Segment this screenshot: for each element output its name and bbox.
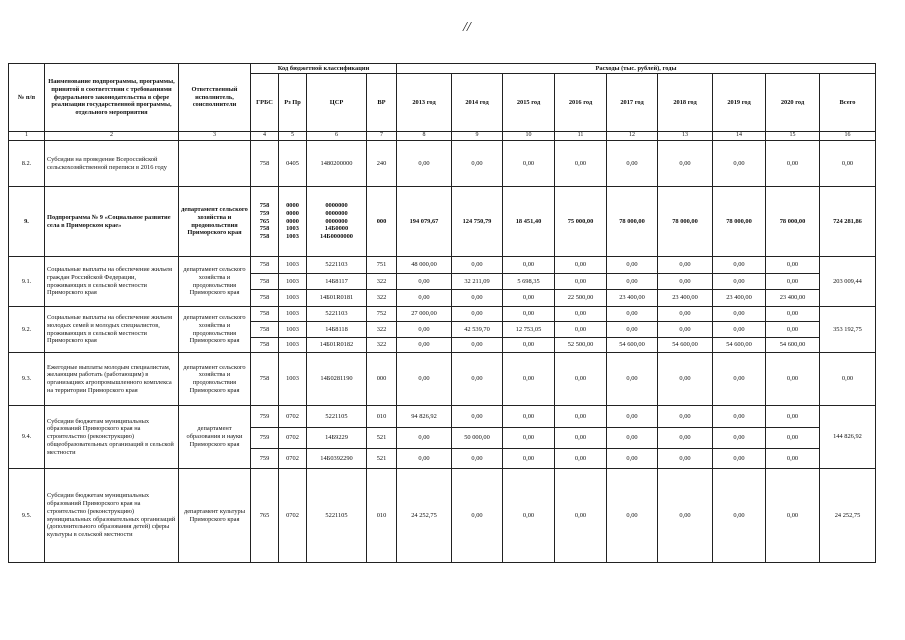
cell-value: 0,00 bbox=[658, 141, 713, 187]
cell-value: 32 211,09 bbox=[452, 274, 503, 290]
column-number: 14 bbox=[713, 132, 766, 141]
header-budget-code: Код бюджетной классификации bbox=[251, 64, 397, 74]
cell-value: 0,00 bbox=[503, 257, 555, 274]
row-number: 9.5. bbox=[9, 469, 45, 563]
grbs-code: 758 bbox=[259, 233, 270, 241]
cell-value: 0,00 bbox=[452, 353, 503, 406]
cell-grbs: 758 bbox=[251, 257, 279, 274]
header-total: Всего bbox=[820, 74, 876, 132]
cell-value: 0,00 bbox=[658, 274, 713, 290]
cell-value: 0,00 bbox=[658, 469, 713, 563]
cell-value: 0,00 bbox=[452, 290, 503, 307]
header-executor: Ответственный исполнитель, соисполнители bbox=[179, 64, 251, 132]
cell-vr: 752 bbox=[367, 307, 397, 322]
cell-value: 54 600,00 bbox=[766, 338, 820, 353]
row-executor: департамент сельского хозяйства и продовольствия Приморского края bbox=[179, 353, 251, 406]
cell-csr: 14Б8117 bbox=[307, 274, 367, 290]
cell-value: 0,00 bbox=[607, 449, 658, 469]
cell-value: 0,00 bbox=[607, 257, 658, 274]
row-number: 9.1. bbox=[9, 257, 45, 307]
cell-vr: 240 bbox=[367, 141, 397, 187]
header-num: № п/п bbox=[9, 64, 45, 132]
cell-value: 0,00 bbox=[397, 322, 452, 338]
cell-value: 18 451,40 bbox=[503, 187, 555, 257]
cell-total: 0,00 bbox=[820, 353, 876, 406]
cell-value: 0,00 bbox=[766, 406, 820, 428]
row-name: Субсидии на проведение Всероссийской сельскохозяйственной переписи в 2016 году bbox=[45, 141, 179, 187]
column-number: 12 bbox=[607, 132, 658, 141]
cell-value: 0,00 bbox=[766, 141, 820, 187]
cell-vr: 322 bbox=[367, 338, 397, 353]
cell-value: 0,00 bbox=[713, 141, 766, 187]
cell-value: 23 400,00 bbox=[607, 290, 658, 307]
row-number: 9.2. bbox=[9, 307, 45, 353]
cell-csr bbox=[307, 187, 367, 257]
cell-value: 78 000,00 bbox=[713, 187, 766, 257]
csr-code: 0000000 bbox=[325, 217, 348, 225]
row-number: 9.3. bbox=[9, 353, 45, 406]
cell-value: 27 000,00 bbox=[397, 307, 452, 322]
column-number: 10 bbox=[503, 132, 555, 141]
cell-value: 0,00 bbox=[658, 353, 713, 406]
cell-csr: 5221103 bbox=[307, 257, 367, 274]
cell-csr: 14Б01R0182 bbox=[307, 338, 367, 353]
cell-value: 0,00 bbox=[555, 257, 607, 274]
cell-grbs: 758 bbox=[251, 353, 279, 406]
cell-rzpr: 1003 bbox=[279, 338, 307, 353]
cell-value: 0,00 bbox=[503, 406, 555, 428]
cell-value: 0,00 bbox=[713, 428, 766, 449]
header-year: 2020 год bbox=[766, 74, 820, 132]
cell-grbs bbox=[251, 187, 279, 257]
row-name: Ежегодные выплаты молодым специалистам, желающим работать (работающим) в организациях агропромышленного комплекса на территории Приморского края bbox=[45, 353, 179, 406]
cell-grbs: 758 bbox=[251, 322, 279, 338]
row-executor: департамент образования и науки Приморского края bbox=[179, 406, 251, 469]
cell-value: 0,00 bbox=[607, 406, 658, 428]
cell-value: 0,00 bbox=[658, 449, 713, 469]
cell-value: 0,00 bbox=[555, 274, 607, 290]
cell-value: 23 400,00 bbox=[658, 290, 713, 307]
cell-csr: 14Б01R0181 bbox=[307, 290, 367, 307]
cell-value: 0,00 bbox=[452, 406, 503, 428]
column-number: 4 bbox=[251, 132, 279, 141]
cell-csr: 14Б0392290 bbox=[307, 449, 367, 469]
cell-value: 0,00 bbox=[713, 322, 766, 338]
cell-value: 0,00 bbox=[452, 469, 503, 563]
cell-value: 0,00 bbox=[555, 307, 607, 322]
cell-vr: 010 bbox=[367, 469, 397, 563]
cell-value: 0,00 bbox=[658, 322, 713, 338]
cell-value: 22 500,00 bbox=[555, 290, 607, 307]
header-vr: ВР bbox=[367, 74, 397, 132]
cell-rzpr: 1003 bbox=[279, 290, 307, 307]
header-year: 2018 год bbox=[658, 74, 713, 132]
cell-vr: 322 bbox=[367, 290, 397, 307]
cell-vr: 751 bbox=[367, 257, 397, 274]
cell-vr: 000 bbox=[367, 187, 397, 257]
cell-grbs: 759 bbox=[251, 428, 279, 449]
cell-value: 52 500,00 bbox=[555, 338, 607, 353]
cell-csr: 1480200000 bbox=[307, 141, 367, 187]
cell-value: 0,00 bbox=[452, 449, 503, 469]
cell-rzpr bbox=[279, 187, 307, 257]
cell-value: 0,00 bbox=[713, 274, 766, 290]
cell-value: 0,00 bbox=[766, 428, 820, 449]
cell-value: 0,00 bbox=[503, 338, 555, 353]
cell-grbs: 758 bbox=[251, 307, 279, 322]
row-executor: департамент сельского хозяйства и продовольствия Приморского края bbox=[179, 187, 251, 257]
cell-value: 0,00 bbox=[766, 353, 820, 406]
cell-grbs: 759 bbox=[251, 406, 279, 428]
header-grbs: ГРБС bbox=[251, 74, 279, 132]
cell-rzpr: 1003 bbox=[279, 257, 307, 274]
cell-vr: 521 bbox=[367, 449, 397, 469]
header-name: Наименование подпрограммы, программы, принятой в соответствии с требованиями федерального законодательства в сфере реализации государственной программы, отдельного мероприятия bbox=[45, 64, 179, 132]
cell-value: 0,00 bbox=[713, 353, 766, 406]
header-row-1 bbox=[9, 64, 876, 74]
row-executor: департамент культуры Приморского края bbox=[179, 469, 251, 563]
cell-rzpr: 0405 bbox=[279, 141, 307, 187]
rzpr-code: 1003 bbox=[286, 233, 299, 241]
cell-value: 0,00 bbox=[658, 257, 713, 274]
cell-value: 0,00 bbox=[658, 406, 713, 428]
column-number: 15 bbox=[766, 132, 820, 141]
row-name: Подпрограмма № 9 «Социальное развитие села в Приморском крае» bbox=[45, 187, 179, 257]
cell-value: 0,00 bbox=[766, 469, 820, 563]
cell-vr: 521 bbox=[367, 428, 397, 449]
cell-grbs: 765 bbox=[251, 469, 279, 563]
cell-rzpr: 1003 bbox=[279, 322, 307, 338]
row-number: 9.4. bbox=[9, 406, 45, 469]
cell-csr: 14Б8118 bbox=[307, 322, 367, 338]
table-row-9-2 bbox=[9, 307, 876, 322]
table-row-8-2 bbox=[9, 141, 876, 187]
cell-rzpr: 1003 bbox=[279, 307, 307, 322]
cell-value: 0,00 bbox=[658, 428, 713, 449]
cell-rzpr: 0702 bbox=[279, 428, 307, 449]
cell-value: 0,00 bbox=[607, 322, 658, 338]
table-body bbox=[9, 64, 876, 563]
cell-value: 0,00 bbox=[555, 353, 607, 406]
cell-value: 0,00 bbox=[452, 141, 503, 187]
header-expenses: Расходы (тыс. рублей), годы bbox=[397, 64, 876, 74]
row-name: Социальные выплаты на обеспечение жильем молодых семей и молодых специалистов, проживающих в сельской местности Приморского края bbox=[45, 307, 179, 353]
table-row-9 bbox=[9, 187, 876, 257]
cell-value: 0,00 bbox=[555, 322, 607, 338]
column-number-row bbox=[9, 132, 876, 141]
rzpr-code: 1003 bbox=[286, 225, 299, 233]
column-number: 7 bbox=[367, 132, 397, 141]
cell-value: 23 400,00 bbox=[766, 290, 820, 307]
row-number: 9. bbox=[9, 187, 45, 257]
cell-value: 0,00 bbox=[607, 141, 658, 187]
cell-total: 0,00 bbox=[820, 141, 876, 187]
cell-value: 54 600,00 bbox=[658, 338, 713, 353]
cell-vr: 322 bbox=[367, 274, 397, 290]
cell-value: 194 079,67 bbox=[397, 187, 452, 257]
header-year: 2019 год bbox=[713, 74, 766, 132]
table-row-9-5 bbox=[9, 469, 876, 563]
cell-value: 0,00 bbox=[766, 307, 820, 322]
cell-total: 353 192,75 bbox=[820, 307, 876, 353]
grbs-code: 765 bbox=[259, 217, 270, 225]
cell-total: 724 281,86 bbox=[820, 187, 876, 257]
cell-value: 0,00 bbox=[555, 449, 607, 469]
column-number: 6 bbox=[307, 132, 367, 141]
row-executor: департамент сельского хозяйства и продовольствия Приморского края bbox=[179, 307, 251, 353]
cell-rzpr: 1003 bbox=[279, 353, 307, 406]
cell-value: 0,00 bbox=[607, 469, 658, 563]
cell-value: 78 000,00 bbox=[607, 187, 658, 257]
cell-value: 0,00 bbox=[658, 307, 713, 322]
table-row-9-3 bbox=[9, 353, 876, 406]
column-number: 13 bbox=[658, 132, 713, 141]
cell-value: 0,00 bbox=[503, 353, 555, 406]
row-number: 8.2. bbox=[9, 141, 45, 187]
cell-value: 12 753,05 bbox=[503, 322, 555, 338]
column-number: 11 bbox=[555, 132, 607, 141]
cell-csr: 14Б0281190 bbox=[307, 353, 367, 406]
column-number: 5 bbox=[279, 132, 307, 141]
cell-value: 124 750,79 bbox=[452, 187, 503, 257]
cell-value: 5 698,35 bbox=[503, 274, 555, 290]
csr-code: 0000000 bbox=[325, 202, 348, 210]
cell-vr: 322 bbox=[367, 322, 397, 338]
grbs-code: 758 bbox=[259, 202, 270, 210]
cell-rzpr: 1003 bbox=[279, 274, 307, 290]
cell-total: 24 252,75 bbox=[820, 469, 876, 563]
cell-value: 0,00 bbox=[607, 307, 658, 322]
cell-value: 24 252,75 bbox=[397, 469, 452, 563]
row-executor: департамент сельского хозяйства и продовольствия Приморского края bbox=[179, 257, 251, 307]
header-year: 2014 год bbox=[452, 74, 503, 132]
cell-value: 0,00 bbox=[766, 449, 820, 469]
cell-grbs: 758 bbox=[251, 338, 279, 353]
cell-value: 0,00 bbox=[397, 141, 452, 187]
cell-value: 50 000,00 bbox=[452, 428, 503, 449]
header-year: 2013 год bbox=[397, 74, 452, 132]
cell-rzpr: 0702 bbox=[279, 469, 307, 563]
row-name: Субсидии бюджетам муниципальных образований Приморского края на строительство (реконструкцию) муниципальных образовательных организаций (дополнительного образования детей) сферы культуры в сельской местности bbox=[45, 469, 179, 563]
header-year: 2017 год bbox=[607, 74, 658, 132]
cell-grbs: 758 bbox=[251, 290, 279, 307]
cell-vr: 000 bbox=[367, 353, 397, 406]
cell-value: 0,00 bbox=[713, 257, 766, 274]
csr-code: 14Б0000 bbox=[324, 225, 349, 233]
cell-value: 0,00 bbox=[555, 406, 607, 428]
cell-csr: 5221105 bbox=[307, 469, 367, 563]
header-rzpr: Рз Пр bbox=[279, 74, 307, 132]
csr-code: 14Б0000000 bbox=[320, 233, 353, 241]
rzpr-code: 0000 bbox=[286, 202, 299, 210]
cell-csr: 5221105 bbox=[307, 406, 367, 428]
grbs-code: 758 bbox=[259, 225, 270, 233]
cell-value: 48 000,00 bbox=[397, 257, 452, 274]
column-number: 2 bbox=[45, 132, 179, 141]
cell-csr: 14Б9229 bbox=[307, 428, 367, 449]
cell-value: 0,00 bbox=[397, 428, 452, 449]
cell-value: 23 400,00 bbox=[713, 290, 766, 307]
cell-value: 0,00 bbox=[555, 469, 607, 563]
column-number: 8 bbox=[397, 132, 452, 141]
cell-value: 0,00 bbox=[713, 307, 766, 322]
cell-value: 0,00 bbox=[555, 428, 607, 449]
rzpr-code: 0000 bbox=[286, 209, 299, 217]
cell-value: 0,00 bbox=[766, 322, 820, 338]
cell-value: 0,00 bbox=[397, 449, 452, 469]
cell-value: 0,00 bbox=[555, 141, 607, 187]
cell-value: 0,00 bbox=[397, 274, 452, 290]
cell-value: 0,00 bbox=[503, 469, 555, 563]
cell-vr: 010 bbox=[367, 406, 397, 428]
cell-value: 0,00 bbox=[607, 353, 658, 406]
cell-value: 0,00 bbox=[713, 449, 766, 469]
cell-value: 0,00 bbox=[607, 428, 658, 449]
cell-csr: 5221103 bbox=[307, 307, 367, 322]
cell-value: 78 000,00 bbox=[658, 187, 713, 257]
column-number: 16 bbox=[820, 132, 876, 141]
budget-table bbox=[8, 63, 876, 563]
cell-total: 203 009,44 bbox=[820, 257, 876, 307]
rzpr-code: 0000 bbox=[286, 217, 299, 225]
grbs-code: 759 bbox=[259, 209, 270, 217]
row-executor bbox=[179, 141, 251, 187]
cell-value: 0,00 bbox=[503, 307, 555, 322]
cell-value: 0,00 bbox=[503, 449, 555, 469]
cell-grbs: 758 bbox=[251, 141, 279, 187]
cell-value: 0,00 bbox=[503, 141, 555, 187]
cell-value: 0,00 bbox=[452, 257, 503, 274]
cell-value: 0,00 bbox=[503, 290, 555, 307]
cell-value: 75 000,00 bbox=[555, 187, 607, 257]
cell-value: 94 826,92 bbox=[397, 406, 452, 428]
column-number: 1 bbox=[9, 132, 45, 141]
column-number: 3 bbox=[179, 132, 251, 141]
page-mark: // bbox=[463, 20, 471, 35]
cell-rzpr: 0702 bbox=[279, 406, 307, 428]
cell-rzpr: 0702 bbox=[279, 449, 307, 469]
cell-value: 0,00 bbox=[397, 290, 452, 307]
cell-value: 78 000,00 bbox=[766, 187, 820, 257]
cell-grbs: 759 bbox=[251, 449, 279, 469]
cell-value: 0,00 bbox=[607, 274, 658, 290]
cell-value: 42 539,70 bbox=[452, 322, 503, 338]
cell-value: 0,00 bbox=[713, 469, 766, 563]
header-year: 2015 год bbox=[503, 74, 555, 132]
cell-value: 0,00 bbox=[766, 274, 820, 290]
cell-value: 0,00 bbox=[503, 428, 555, 449]
cell-total: 144 826,92 bbox=[820, 406, 876, 469]
cell-value: 0,00 bbox=[766, 257, 820, 274]
cell-value: 0,00 bbox=[452, 338, 503, 353]
table-row-9-4 bbox=[9, 406, 876, 428]
cell-value: 0,00 bbox=[397, 338, 452, 353]
csr-code: 0000000 bbox=[325, 209, 348, 217]
header-year: 2016 год bbox=[555, 74, 607, 132]
cell-value: 0,00 bbox=[397, 353, 452, 406]
cell-value: 0,00 bbox=[452, 307, 503, 322]
row-name: Социальные выплаты на обеспечение жильем граждан Российской Федерации, проживающих в сельской местности Приморского края bbox=[45, 257, 179, 307]
cell-grbs: 758 bbox=[251, 274, 279, 290]
cell-value: 54 600,00 bbox=[713, 338, 766, 353]
cell-value: 54 600,00 bbox=[607, 338, 658, 353]
header-csr: ЦСР bbox=[307, 74, 367, 132]
cell-value: 0,00 bbox=[713, 406, 766, 428]
column-number: 9 bbox=[452, 132, 503, 141]
row-name: Субсидии бюджетам муниципальных образований Приморского края на строительство (реконструкцию) общеобразовательных организаций в сельской местности bbox=[45, 406, 179, 469]
table-row-9-1 bbox=[9, 257, 876, 274]
